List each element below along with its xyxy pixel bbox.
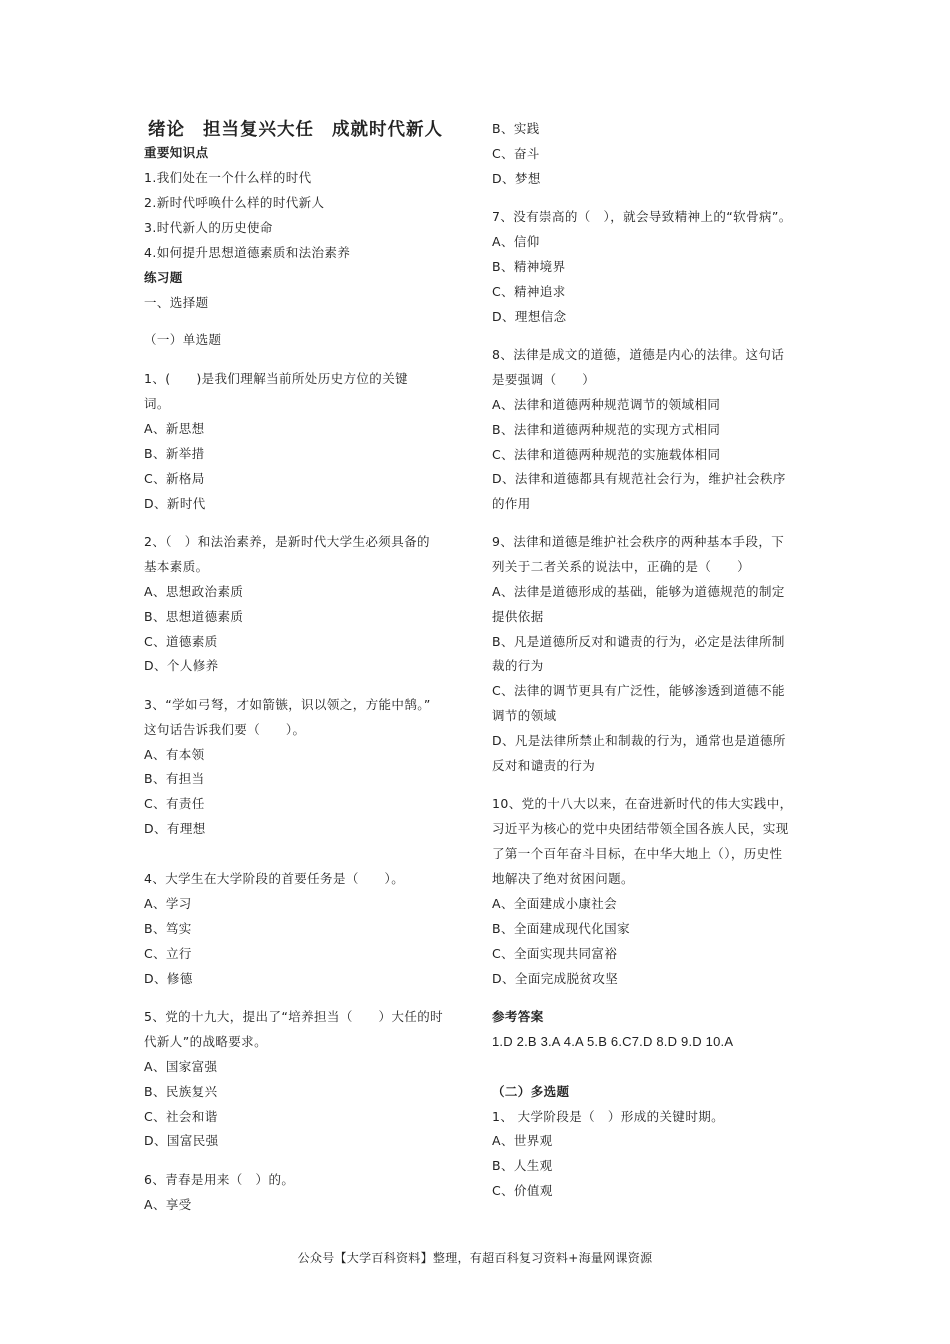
single-choice-heading: （一）单选题 xyxy=(144,332,222,347)
question-stem: 5、党的十九大，提出了“培养担当（ ）大任的时 xyxy=(144,1009,444,1024)
option: B、精神境界 xyxy=(492,259,566,274)
option: A、世界观 xyxy=(492,1133,553,1148)
option: D、凡是法律所禁止和制裁的行为，通常也是道德所 xyxy=(492,733,786,748)
option: B、全面建成现代化国家 xyxy=(492,921,630,936)
option: A、法律是道德形成的基础，能够为道德规范的制定 xyxy=(492,584,785,599)
option: D、法律和道德都具有规范社会行为，维护社会秩序 xyxy=(492,471,786,486)
question-stem: 9、法律和道德是维护社会秩序的两种基本手段，下 xyxy=(492,534,785,549)
question-stem: 习近平为核心的党中央团结带领全国各族人民，实现 xyxy=(492,821,789,836)
option: B、新举措 xyxy=(144,446,205,461)
key-point-item: 4.如何提升思想道德素质和法治素养 xyxy=(144,245,351,260)
option: A、思想政治素质 xyxy=(144,584,244,599)
question-stem: 7、没有崇高的（ ），就会导致精神上的“软骨病”。 xyxy=(492,209,792,224)
option: A、享受 xyxy=(144,1197,192,1212)
option: A、有本领 xyxy=(144,747,205,762)
option: A、全面建成小康社会 xyxy=(492,896,618,911)
question-stem: 2、（ ）和法治素养，是新时代大学生必须具备的 xyxy=(144,534,430,549)
key-point-item: 2.新时代呼唤什么样的时代新人 xyxy=(144,195,325,210)
option: C、新格局 xyxy=(144,471,205,486)
question-stem: 代新人”的战略要求。 xyxy=(144,1034,267,1049)
option: B、民族复兴 xyxy=(144,1084,218,1099)
question-stem: 4、大学生在大学阶段的首要任务是（ ）。 xyxy=(144,871,405,886)
key-points-heading: 重要知识点 xyxy=(144,145,209,160)
question-stem: 8、法律是成文的道德，道德是内心的法律。这句话 xyxy=(492,347,785,362)
option: B、有担当 xyxy=(144,771,205,786)
question-stem: 是要强调（ ） xyxy=(492,372,596,387)
option: A、法律和道德两种规范调节的领域相同 xyxy=(492,397,721,412)
page-title xyxy=(148,116,443,141)
option: D、新时代 xyxy=(144,496,206,511)
question-stem: 6、青春是用来（ ）的。 xyxy=(144,1172,295,1187)
title-part-1: 绪论 xyxy=(148,120,185,140)
option: D、修德 xyxy=(144,971,193,986)
option: C、精神追求 xyxy=(492,284,566,299)
multi-choice-heading: （二）多选题 xyxy=(492,1084,570,1099)
question-stem: 词。 xyxy=(144,396,170,411)
page-footer: 公众号【大学百科资料】整理，有超百科复习资料+海量网课资源 xyxy=(297,1251,653,1265)
key-point-item: 1.我们处在一个什么样的时代 xyxy=(144,170,312,185)
option: B、人生观 xyxy=(492,1158,553,1173)
section-heading: 一、选择题 xyxy=(144,295,209,310)
question-stem: 1、 大学阶段是（ ）形成的关键时期。 xyxy=(492,1109,725,1124)
title-part-3: 成就时代新人 xyxy=(332,120,443,140)
option-continued: 调节的领域 xyxy=(492,708,557,723)
option: D、全面完成脱贫攻坚 xyxy=(492,971,619,986)
option: A、学习 xyxy=(144,896,192,911)
option: A、新思想 xyxy=(144,421,205,436)
question-stem: 列关于二者关系的说法中，正确的是（ ） xyxy=(492,559,751,574)
question-stem: 1、( )是我们理解当前所处历史方位的关键 xyxy=(144,371,409,386)
question-stem: 3、“学如弓弩，才如箭镞，识以领之，方能中鹄。” xyxy=(144,697,431,712)
option: A、信仰 xyxy=(492,234,540,249)
option: C、道德素质 xyxy=(144,634,218,649)
option: A、国家富强 xyxy=(144,1059,218,1074)
option: C、有责任 xyxy=(144,796,205,811)
option: B、笃实 xyxy=(144,921,192,936)
option: D、个人修养 xyxy=(144,658,219,673)
option: D、国富民强 xyxy=(144,1133,219,1148)
option: D、有理想 xyxy=(144,821,206,836)
option-continued: 的作用 xyxy=(492,496,531,511)
exercises-heading: 练习题 xyxy=(144,270,183,285)
option: D、理想信念 xyxy=(492,309,567,324)
answers-heading: 参考答案 xyxy=(492,1009,544,1024)
option: D、梦想 xyxy=(492,171,541,186)
option: C、全面实现共同富裕 xyxy=(492,946,618,961)
option: C、立行 xyxy=(144,946,192,961)
question-stem: 10、党的十八大以来，在奋进新时代的伟大实践中， xyxy=(492,796,793,811)
option: B、实践 xyxy=(492,121,540,136)
key-point-item: 3.时代新人的历史使命 xyxy=(144,220,273,235)
question-stem: 地解决了绝对贫困问题。 xyxy=(492,871,634,886)
answers-text: 1.D 2.B 3.A 4.A 5.B 6.C7.D 8.D 9.D 10.A xyxy=(492,1034,734,1049)
option: C、法律和道德两种规范的实施载体相同 xyxy=(492,447,721,462)
option: B、法律和道德两种规范的实现方式相同 xyxy=(492,422,721,437)
option-continued: 反对和谴责的行为 xyxy=(492,758,596,773)
title-part-2: 担当复兴大任 xyxy=(203,120,314,140)
option: C、价值观 xyxy=(492,1183,553,1198)
question-stem: 基本素质。 xyxy=(144,559,209,574)
question-stem: 这句话告诉我们要（ ）。 xyxy=(144,722,306,737)
option: C、法律的调节更具有广泛性，能够渗透到道德不能 xyxy=(492,683,785,698)
question-stem: 了第一个百年奋斗目标，在中华大地上（），历史性 xyxy=(492,846,783,861)
option: B、凡是道德所反对和谴责的行为，必定是法律所制 xyxy=(492,634,785,649)
option-continued: 提供依据 xyxy=(492,609,544,624)
option: C、社会和谐 xyxy=(144,1109,218,1124)
option: C、奋斗 xyxy=(492,146,540,161)
option-continued: 裁的行为 xyxy=(492,658,544,673)
option: B、思想道德素质 xyxy=(144,609,244,624)
